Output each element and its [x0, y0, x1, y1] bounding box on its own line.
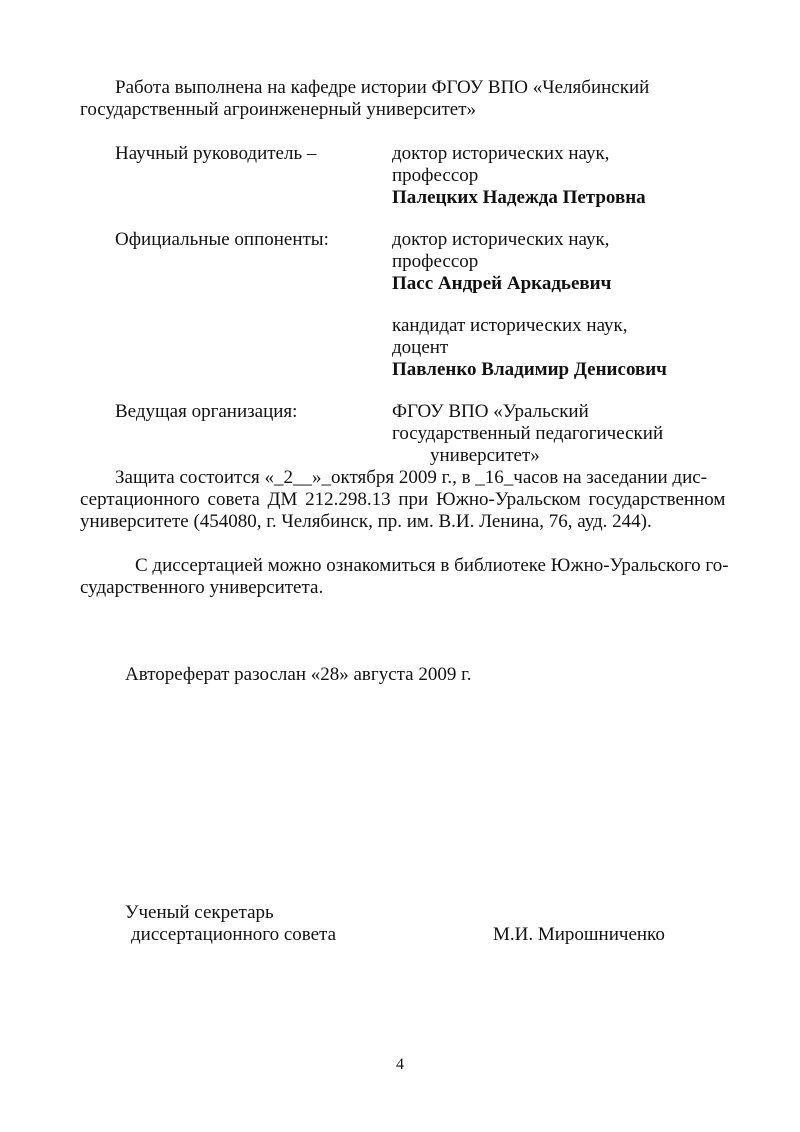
- page-number: 4: [396, 1056, 404, 1073]
- leading-org-line-1: ФГОУ ВПО «Уральский: [392, 401, 589, 422]
- opponent-1-details: [392, 229, 612, 294]
- defense-paragraph: [80, 467, 728, 533]
- defense-line-3: университете (454080, г. Челябинск, пр. им. В.И. Ленина, 76, ауд. 244).: [80, 511, 652, 532]
- opponent-1-title: профессор: [392, 251, 479, 272]
- opponent-1-name: Пасс Андрей Аркадьевич: [392, 273, 612, 294]
- supervisor-degree: доктор исторических наук,: [392, 143, 610, 164]
- supervisor-details: [392, 143, 646, 208]
- intro-line-1: Работа выполнена на кафедре истории ФГОУ ВПО «Челябинский: [115, 77, 650, 98]
- opponent-2-details: [392, 315, 667, 380]
- intro-line-2: государственный агроинженерный университет»: [80, 99, 477, 120]
- opponent-1-degree: доктор исторических наук,: [392, 229, 610, 250]
- leading-org-line-2: государственный педагогический: [392, 423, 664, 444]
- secretary-name: М.И. Мирошниченко: [493, 924, 665, 945]
- defense-line-1: Защита состоится «_2__»_октября 2009 г., в _16_часов на заседании дис-: [115, 467, 708, 488]
- defense-line-2: сертационного совета ДМ 212.298.13 при Южно-Уральском государственном: [80, 489, 726, 510]
- secretary-role-line-2: диссертационного совета: [131, 924, 337, 945]
- leading-org-label: Ведущая организация:: [115, 401, 298, 422]
- opponent-2-title: доцент: [392, 337, 449, 358]
- intro-paragraph: [80, 77, 649, 121]
- supervisor-title: профессор: [392, 165, 479, 186]
- leading-org-line-3: университет»: [430, 445, 540, 466]
- library-line-1: С диссертацией можно ознакомиться в библиотеке Южно-Уральского го-: [135, 555, 729, 576]
- opponents-label: Официальные оппоненты:: [115, 229, 329, 250]
- leading-org-details: [392, 401, 664, 466]
- library-line-2: сударственного университета.: [80, 577, 324, 598]
- opponent-2-name: Павленко Владимир Денисович: [392, 359, 667, 380]
- library-paragraph: [80, 555, 728, 599]
- abstract-sent-line: Автореферат разослан «28» августа 2009 г.: [125, 664, 472, 685]
- supervisor-name: Палецких Надежда Петровна: [392, 187, 646, 208]
- opponent-2-degree: кандидат исторических наук,: [392, 315, 628, 336]
- secretary-role-line-1: Ученый секретарь: [125, 902, 274, 923]
- supervisor-label: Научный руководитель –: [115, 143, 317, 164]
